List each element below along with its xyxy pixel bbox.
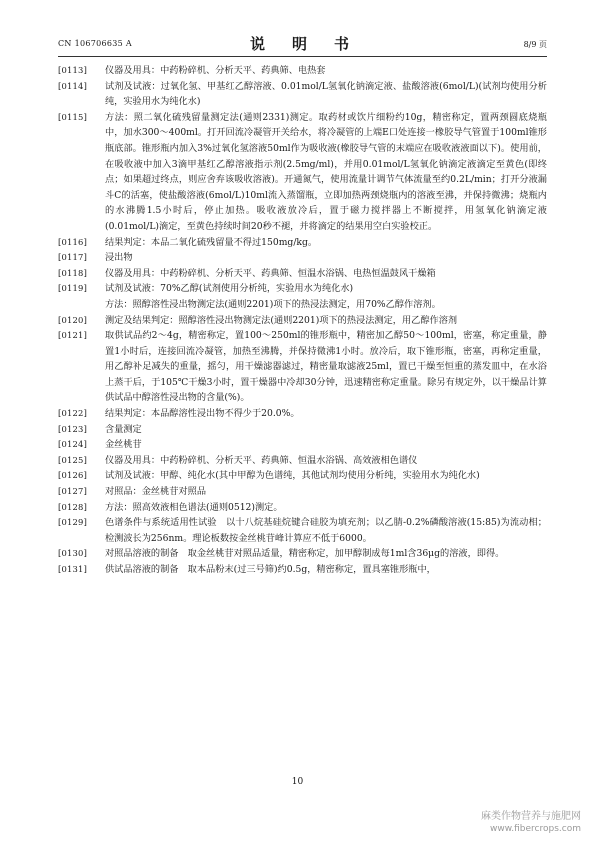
paragraph-text: 试剂及试液：甲醇、纯化水(其中甲醇为色谱纯，其他试剂均使用分析纯，实验用水为纯化水): [105, 470, 480, 482]
paragraph: [58, 500, 547, 516]
paragraph: [58, 468, 547, 484]
paragraph-text: 对照品：金丝桃苷对照品: [105, 486, 207, 498]
paragraph-text: 仪器及用具：中药粉碎机、分析天平、药典筛、恒温水浴锅、电热恒温鼓风干燥箱: [105, 267, 436, 279]
paragraph-text: 方法：照二氧化硫残留量测定法(通则2331)测定。取药材或饮片细粉约10g，精密称定，置两颈圆底烧瓶中，加水300～400ml。打开回流冷凝管开关给水，将冷凝管的上端E口处连接一橡胶导气管置于100ml锥形瓶底部。锥形瓶内加入3%过氧化氢溶液50ml作为吸收液(橡胶导气管的末端应在吸收液液面以下)。使用前，在吸收液中加入3滴甲基红乙醇溶液指示剂(2.5mg/ml)，并用0.01mol/L氢氧化钠滴定液滴定至黄色(即终点；如果超过终点，则应舍弃该吸收溶液)。开通氮气，使用流量计调节气体流量至约0.2L/min；打开分液漏斗C的活塞，使盐酸溶液(6mol/L)10ml流入蒸馏瓶，立即加热两颈烧瓶内的溶液至沸，并保持微沸；烧瓶内的水沸腾1.5小时后，停止加热。吸收液放冷后，置于磁力搅拌器上不断搅拌，用氢氧化钠滴定液(0.01mol/L)滴定，至黄色持续时间20秒不褪，并将滴定的结果用空白实验校正。: [105, 111, 547, 232]
paragraph-number: [0127]: [58, 486, 88, 497]
paragraph: [58, 406, 547, 422]
paragraph-text: 仪器及用具：中药粉碎机、分析天平、药典筛、恒温水浴锅、高效液相色谱仪: [105, 454, 418, 466]
paragraph-text: 结果判定：本品二氧化硫残留量不得过150mg/kg。: [105, 236, 318, 248]
paragraph-number: [0124]: [58, 439, 88, 450]
paragraph-number: [0115]: [58, 111, 88, 122]
paragraph-number: [0121]: [58, 330, 88, 341]
paragraph-text: 方法：照醇溶性浸出物测定法(通则2201)项下的热浸法测定，用70%乙醇作溶剂。: [105, 298, 441, 310]
document-title: 说 明 书: [249, 35, 355, 53]
page-number: 10: [291, 777, 304, 787]
page-header: [58, 33, 547, 55]
paragraph-number: [0125]: [58, 454, 88, 465]
paragraph-text: 色谱条件与系统适用性试验 以十八烷基硅烷键合硅胶为填充剂；以乙腈-0.2%磷酸溶液(15:85)为流动相；检测波长为256nm。理论板数按金丝桃苷峰计算应不低于6000。: [105, 517, 547, 544]
site-watermark: [481, 810, 581, 836]
paragraph-text: 对照品溶液的制备 取金丝桃苷对照品适量，精密称定，加甲醇制成每1ml含36μg的溶液，即得。: [105, 548, 505, 560]
paragraph: [58, 313, 547, 329]
paragraph-text: 仪器及用具：中药粉碎机、分析天平、药典筛、电热套: [105, 65, 326, 76]
paragraph: [58, 297, 547, 313]
watermark-title: 麻类作物营养与施肥网: [481, 811, 581, 822]
paragraph-number: [0129]: [58, 517, 88, 528]
paragraph-text: 供试品溶液的制备 取本品粉末(过三号筛)约0.5g，精密称定，置具塞锥形瓶中，: [105, 564, 436, 575]
paragraph: [58, 110, 547, 235]
watermark-url: www.fibercrops.com: [490, 824, 581, 834]
paragraph-text: 金丝桃苷: [105, 439, 142, 451]
paragraph-text: 测定及结果判定：照醇溶性浸出物测定法(通则2201)项下的热浸法测定，用乙醇作溶剂: [105, 314, 458, 326]
paragraph-number: [0130]: [58, 548, 88, 559]
paragraph-number: [0126]: [58, 470, 88, 481]
paragraph: [58, 422, 547, 438]
paragraph-text: 试剂及试液：70%乙醇(试剂使用分析纯，实验用水为纯化水): [105, 283, 354, 295]
paragraph-text: 取供试品约2～4g，精密称定，置100～250ml的锥形瓶中，精密加乙醇50～100ml，密塞，称定重量，静置1小时后，连接回流冷凝管，加热至沸腾，并保持微沸1小时。放冷后，取下锥形瓶，密塞，再称定重量，用乙醇补足减失的重量，摇匀，用干燥滤器滤过，精密量取滤液25ml，置已干燥至恒重的蒸发皿中，在水浴上蒸干后，于105℃干燥3小时，置干燥器中冷却30分钟，迅速精密称定重量。除另有规定外，以干燥品计算供试品中醇溶性浸出物的含量(%)。: [105, 330, 547, 404]
paragraph: [58, 79, 547, 110]
paragraph-number: [0118]: [58, 267, 88, 278]
document-body: [58, 63, 547, 578]
paragraph: [58, 515, 547, 546]
paragraph-number: [0131]: [58, 564, 88, 574]
paragraph-text: 结果判定：本品醇溶性浸出物不得少于20.0%。: [105, 408, 300, 420]
paragraph-number: [0119]: [58, 283, 88, 294]
paragraph: [58, 328, 547, 406]
paragraph: [58, 281, 547, 297]
paragraph-number: [0117]: [58, 252, 88, 263]
paragraph: [58, 546, 547, 562]
paragraph-number: [0122]: [58, 408, 88, 419]
paragraph-text: 试剂及试液：过氧化氢、甲基红乙醇溶液、0.01mol/L氢氧化钠滴定液、盐酸溶液(6mol/L)(试剂均使用分析纯，实验用水为纯化水): [105, 80, 547, 108]
header-rule: [58, 56, 547, 57]
paragraph-text: 方法：照高效液相色谱法(通则0512)测定。: [105, 501, 283, 513]
publication-number: CN 106706635 A: [58, 39, 132, 48]
paragraph-number: [0113]: [58, 65, 88, 75]
paragraph-number: [0120]: [58, 314, 88, 325]
paragraph: [58, 453, 547, 469]
paragraph: [58, 235, 547, 251]
paragraph: [58, 266, 547, 282]
paragraph: [58, 63, 547, 79]
paragraph-number: [0123]: [58, 423, 88, 434]
paragraph-text: 含量测定: [105, 423, 142, 435]
paragraph: [58, 484, 547, 500]
paragraph-number: [0128]: [58, 501, 88, 512]
page-count: 8/9 页: [523, 40, 547, 49]
paragraph: [58, 437, 547, 453]
paragraph-text: 浸出物: [105, 252, 133, 264]
paragraph: [58, 562, 547, 578]
paragraph-number: [0114]: [58, 80, 88, 91]
paragraph: [58, 250, 547, 266]
paragraph-number: [0116]: [58, 236, 88, 247]
